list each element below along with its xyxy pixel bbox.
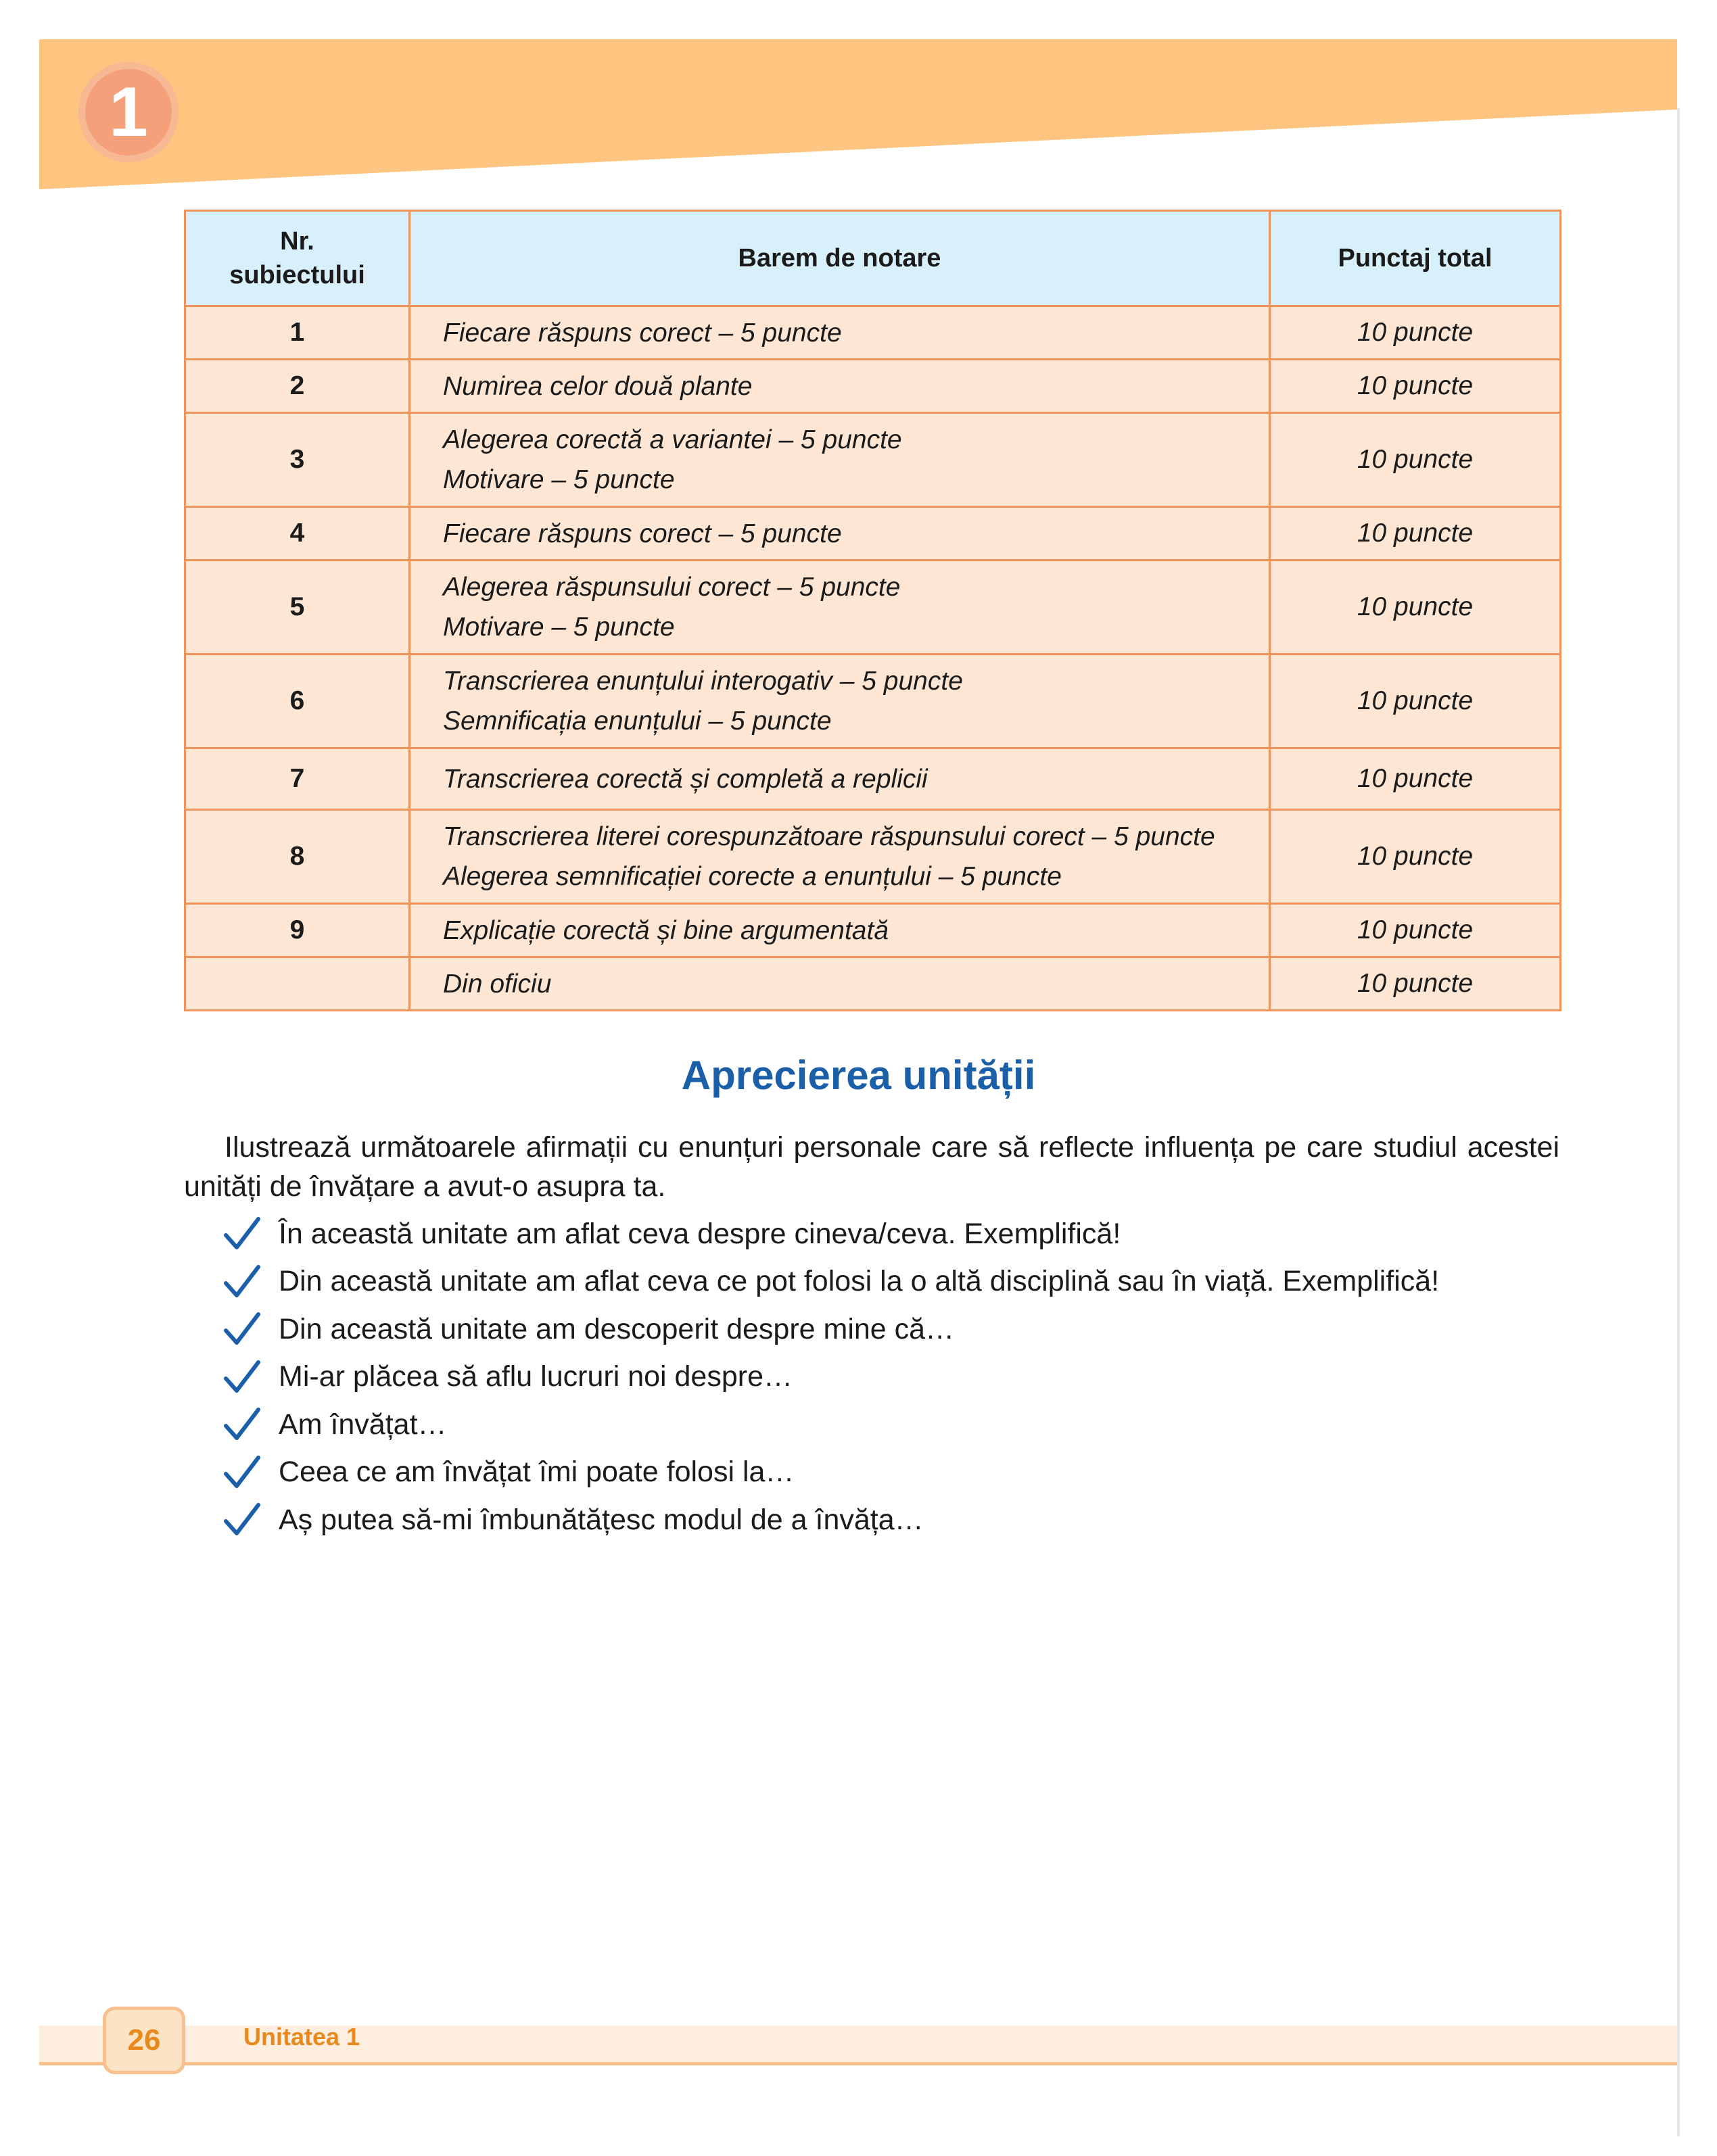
unit-number: 1 — [109, 73, 148, 151]
cell-criteria — [410, 507, 1270, 560]
list-item — [223, 1210, 1439, 1258]
cell-nr: 4 — [185, 507, 410, 560]
grading-table — [184, 210, 1561, 1011]
cell-nr: 5 — [185, 560, 410, 654]
cell-points: 10 puncte — [1270, 904, 1561, 957]
list-item-text: În această unitate am aflat ceva despre cineva/ceva. Exemplifică! — [279, 1217, 1121, 1250]
page-edge-rule — [1677, 108, 1680, 2136]
section-title: Aprecierea unității — [681, 1053, 1036, 1098]
header-band — [0, 0, 1717, 203]
cell-points: 10 puncte — [1270, 654, 1561, 748]
cell-points: 10 puncte — [1270, 413, 1561, 507]
cell-criteria — [410, 748, 1270, 810]
criteria-line: Explicație corectă și bine argumentată — [443, 915, 889, 945]
cell-nr: 8 — [185, 810, 410, 904]
check-icon — [223, 1502, 261, 1537]
check-icon — [223, 1455, 261, 1490]
criteria-line: Alegerea corectă a variantei – 5 puncte — [443, 425, 902, 454]
table-row — [185, 654, 1561, 748]
cell-nr: 6 — [185, 654, 410, 748]
check-icon — [223, 1360, 261, 1395]
header-nr — [185, 211, 410, 306]
list-item-text: Din această unitate am descoperit despre mine că… — [279, 1312, 955, 1345]
table-row — [185, 360, 1561, 413]
check-icon — [223, 1216, 261, 1251]
cell-criteria — [410, 306, 1270, 360]
cell-points: 10 puncte — [1270, 748, 1561, 810]
list-item-text: Am învățat… — [279, 1408, 447, 1441]
table-row — [185, 306, 1561, 360]
list-item — [223, 1305, 1439, 1354]
criteria-line: Motivare – 5 puncte — [443, 465, 675, 494]
table-row — [185, 810, 1561, 904]
cell-criteria — [410, 957, 1270, 1011]
criteria-line: Transcrierea enunțului interogativ – 5 puncte — [443, 667, 963, 696]
table-row — [185, 413, 1561, 507]
cell-criteria — [410, 413, 1270, 507]
table-row — [185, 957, 1561, 1011]
criteria-line: Alegerea răspunsului corect – 5 puncte — [443, 573, 901, 602]
cell-points: 10 puncte — [1270, 507, 1561, 560]
criteria-line: Alegerea semnificației corecte a enunțului – 5 puncte — [443, 862, 1062, 891]
appreciation-list — [223, 1210, 1439, 1544]
cell-nr — [185, 957, 410, 1011]
criteria-line: Semnificația enunțului – 5 puncte — [443, 706, 832, 736]
cell-points: 10 puncte — [1270, 810, 1561, 904]
cell-nr: 9 — [185, 904, 410, 957]
list-item — [223, 1354, 1439, 1402]
unit-number-badge — [78, 62, 179, 162]
criteria-line: Transcrierea corectă și completă a replicii — [443, 764, 928, 794]
cell-nr: 1 — [185, 306, 410, 360]
criteria-line: Fiecare răspuns corect – 5 puncte — [443, 318, 842, 348]
cell-points: 10 puncte — [1270, 360, 1561, 413]
criteria-line: Din oficiu — [443, 969, 552, 999]
criteria-line: Numirea celor două plante — [443, 371, 753, 401]
check-icon — [223, 1264, 261, 1299]
header-punctaj: Punctaj total — [1270, 211, 1561, 306]
list-item — [223, 1496, 1439, 1544]
cell-criteria — [410, 654, 1270, 748]
list-item — [223, 1258, 1439, 1306]
cell-nr: 3 — [185, 413, 410, 507]
page-number: 26 — [127, 2023, 161, 2057]
list-item-text: Din această unitate am aflat ceva ce pot folosi la o altă disciplină sau în viață. Exemplifică! — [279, 1265, 1440, 1298]
cell-criteria — [410, 904, 1270, 957]
list-item-text: Ceea ce am învățat îmi poate folosi la… — [279, 1456, 795, 1489]
criteria-line: Transcrierea literei corespunzătoare răspunsului corect – 5 puncte — [443, 822, 1215, 851]
table-row — [185, 748, 1561, 810]
table-row — [185, 507, 1561, 560]
list-item-text: Mi-ar plăcea să aflu lucruri noi despre… — [279, 1360, 793, 1393]
page-number-box — [103, 2007, 185, 2074]
criteria-line: Fiecare răspuns corect – 5 puncte — [443, 519, 842, 548]
check-icon — [223, 1407, 261, 1442]
intro-paragraph: Ilustrează următoarele afirmații cu enunțuri personale care să reflecte influența pe care studiul acestei unități de învățare a avut-o asupra ta. — [184, 1131, 1559, 1203]
cell-criteria — [410, 560, 1270, 654]
cell-points: 10 puncte — [1270, 560, 1561, 654]
cell-nr: 2 — [185, 360, 410, 413]
list-item — [223, 1401, 1439, 1449]
check-icon — [223, 1312, 261, 1347]
header-nr-label: Nr. subiectului — [229, 227, 365, 289]
table-row — [185, 560, 1561, 654]
footer-unit-label: Unitatea 1 — [243, 2023, 360, 2051]
list-item-text: Aș putea să-mi îmbunătățesc modul de a învăța… — [279, 1503, 924, 1536]
cell-nr: 7 — [185, 748, 410, 810]
cell-criteria — [410, 810, 1270, 904]
cell-points: 10 puncte — [1270, 306, 1561, 360]
cell-points: 10 puncte — [1270, 957, 1561, 1011]
cell-criteria — [410, 360, 1270, 413]
list-item — [223, 1449, 1439, 1497]
header-barem: Barem de notare — [410, 211, 1270, 306]
table-row — [185, 904, 1561, 957]
criteria-line: Motivare – 5 puncte — [443, 613, 675, 642]
